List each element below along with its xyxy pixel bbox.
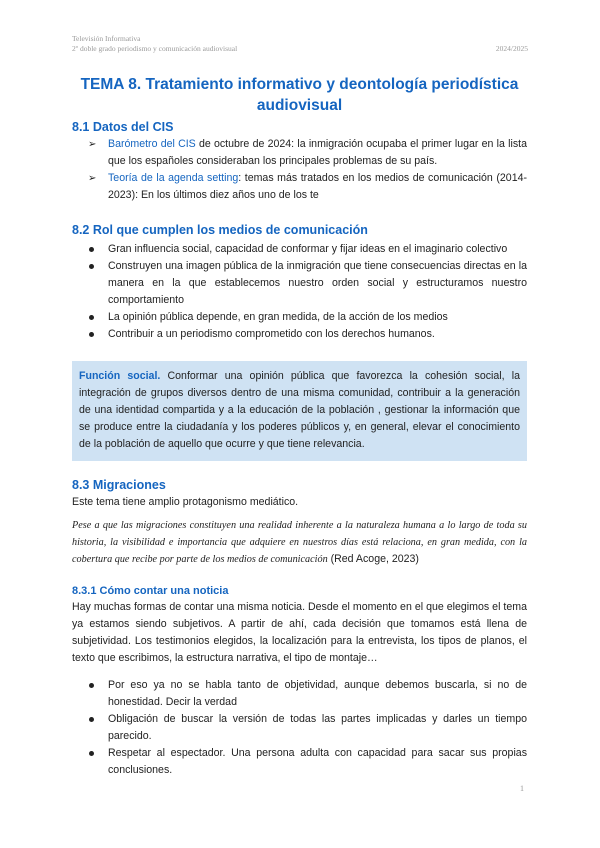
- list-item: [72, 745, 527, 779]
- media-role-list: [72, 241, 527, 343]
- list-item-text: Obligación de buscar la versión de todas las partes implicadas y darles un tiempo parecido.: [108, 713, 527, 742]
- arrow-bullet-icon: ➢: [88, 173, 97, 184]
- bullet-icon: [89, 751, 94, 756]
- quote-source: (Red Acoge, 2023): [327, 553, 419, 565]
- barometro-cis-link[interactable]: Barómetro del CIS: [108, 138, 196, 150]
- list-item-text: Gran influencia social, capacidad de conformar y fijar ideas en el imaginario colectivo: [108, 243, 508, 255]
- bullet-icon: [89, 332, 94, 337]
- bullet-icon: [89, 247, 94, 252]
- list-item: [72, 241, 527, 258]
- section-8-2-heading: 8.2 Rol que cumplen los medios de comunicación: [72, 223, 368, 237]
- list-item: [72, 711, 527, 745]
- header-date: 2024/2025: [495, 44, 528, 53]
- list-item-text: La opinión pública depende, en gran medida, de la acción de los medios: [108, 311, 448, 323]
- page-header: [72, 34, 528, 54]
- list-item-text: Respetar al espectador. Una persona adulta con capacidad para sacar sus propias conclusiones.: [108, 747, 527, 776]
- list-item: [72, 136, 527, 170]
- list-item: [72, 258, 527, 309]
- list-item: [72, 309, 527, 326]
- list-item-text: Contribuir a un periodismo comprometido con los derechos humanos.: [108, 328, 435, 340]
- list-item: [72, 677, 527, 711]
- social-function-callout: [72, 361, 527, 461]
- cis-list: [72, 136, 527, 204]
- list-item-text: Construyen una imagen pública de la inmigración que tiene consecuencias directas en la manera en la que establecemos nuestro orden social y estructuramos nuestro comportamiento: [108, 260, 527, 306]
- list-item: [72, 326, 527, 343]
- document-title: TEMA 8. Tratamiento informativo y deontología periodística audiovisual: [80, 76, 519, 114]
- arrow-bullet-icon: ➢: [88, 139, 97, 150]
- callout-title: Función social.: [79, 370, 161, 382]
- section-8-3-heading: 8.3 Migraciones: [72, 478, 166, 492]
- list-item-text: Por eso ya no se habla tanto de objetividad, aunque debemos buscarla, si no de honestidad. Decir la verdad: [108, 679, 527, 708]
- red-acoge-quote: [72, 517, 527, 568]
- header-degree: 2º doble grado periodismo y comunicación audiovisual: [72, 44, 238, 53]
- list-item: [72, 170, 527, 204]
- bullet-icon: [89, 315, 94, 320]
- list-item-text: : temas más tratados en los medios de comunicación (2014-2023): En los últimos diez años uno de los te: [108, 172, 527, 201]
- page-number: 1: [520, 784, 524, 793]
- bullet-icon: [89, 717, 94, 722]
- migraciones-intro: Este tema tiene amplio protagonismo mediático.: [72, 496, 299, 508]
- header-course: Televisión Informativa: [72, 34, 141, 43]
- callout-text: Conformar una opinión pública que favorezca la cohesión social, la integración de grupos diversos dentro de una misma comunidad, contribuir a la generación de una identidad compartida y a la educación de la población , gestionar la información que se produce entre la ciudadanía y los poderes públicos y, en general, elevar el conocimiento de la población de aquello que ocurre y que tiene relevancia.: [79, 370, 520, 450]
- section-8-3-1-heading: 8.3.1 Cómo contar una noticia: [72, 585, 229, 597]
- news-paragraph: Hay muchas formas de contar una misma noticia. Desde el momento en el que elegimos el tema ya estamos siendo subjetivos. A partir de ahí, cada decisión que tomamos está llena de subjetividad. Los testimonios elegidos, la localización para la entrevista, los tipos de planos, el texto que escribimos, la estructura narrativa, el tipo de montaje…: [72, 601, 527, 664]
- bullet-icon: [89, 683, 94, 688]
- quote-text: Pese a que las migraciones constituyen una realidad inherente a la naturaleza humana a lo largo de toda su historia, la visibilidad e importancia que adquiere en nuestros días está relaciona, en gran medida, con la cobertura que recibe por parte de los medios de comunicación: [72, 520, 527, 565]
- bullet-icon: [89, 264, 94, 269]
- section-8-1-heading: 8.1 Datos del CIS: [72, 120, 174, 134]
- agenda-setting-link[interactable]: Teoría de la agenda setting: [108, 172, 239, 184]
- news-principles-list: [72, 677, 527, 779]
- callout-paragraph: [79, 368, 520, 453]
- list-item-text: de octubre de 2024: la inmigración ocupaba el primer lugar en la lista que los españoles consideraban los principales problemas de su país.: [108, 138, 527, 167]
- document-body: [72, 74, 527, 779]
